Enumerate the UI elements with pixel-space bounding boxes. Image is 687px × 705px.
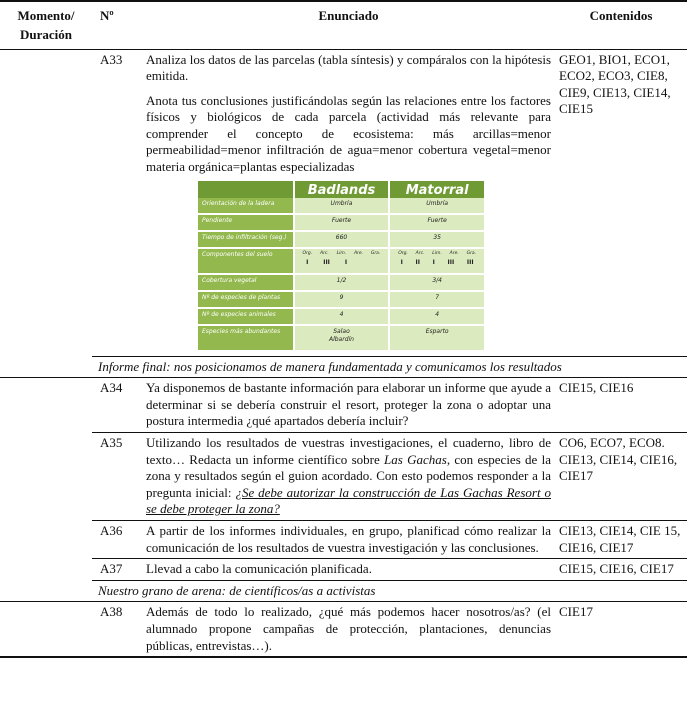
soil-tick: III (323, 258, 330, 266)
header-enunciado: Enunciado (318, 8, 379, 23)
synthesis-value: Umbría (294, 198, 390, 214)
synthesis-label: Componentes del suelo (198, 248, 294, 274)
synthesis-value: 4 (389, 308, 485, 325)
header-momento-text: Momento/ Duración (17, 8, 75, 42)
soil-matorral (389, 248, 485, 274)
section-row (0, 580, 687, 602)
activity-contenidos: CO6, ECO7, ECO8. CIE13, CIE14, CIE16, CIE17 (555, 433, 687, 521)
header-row (0, 1, 687, 49)
soil-tick: I (306, 258, 309, 266)
synthesis-label: Pendiente (198, 214, 294, 231)
activity-text: Ya disponemos de bastante información para elaborar un informe que ayude a determinar si se debería construir el resort, proteger la zona o adoptar una postura intermedia ¿qué apartados debería incluir? (142, 378, 555, 433)
soil-tick: II (415, 258, 420, 266)
section-row (0, 356, 687, 378)
table-row (0, 433, 687, 521)
activity-id: A38 (92, 602, 142, 657)
activity-paragraph: Analiza los datos de las parcelas (tabla síntesis) y compáralos con la hipótesis emitida. (146, 51, 551, 84)
synthesis-value: 660 (294, 231, 390, 248)
synthesis-corner (198, 181, 294, 198)
section-title: Nuestro grano de arena: de científicos/as a activistas (0, 580, 687, 602)
momento-cell (0, 378, 92, 433)
activity-text: Llevad a cabo la comunicación planificada. (142, 559, 555, 581)
activity-paragraph: Anota tus conclusiones justificándolas según las relaciones entre los factores físicos y biológicos de cada parcela (actividad más relevante para comprender el concepto de ecosistema: más arcillas=menor permeabilidad=menor infiltración de agua=menor cobertura vegetal=menor materia orgánica=plantas especializadas (146, 92, 551, 175)
momento-cell (0, 521, 92, 559)
soil-tick: I (400, 258, 403, 266)
table-row (0, 378, 687, 433)
soil-badlands (294, 248, 390, 274)
table-row (0, 49, 687, 356)
soil-fraction-label: Arc. (415, 250, 425, 256)
synthesis-label: Tiempo de infiltración (seg.) (198, 231, 294, 248)
synthesis-label: Orientación de la ladera (198, 198, 294, 214)
synthesis-table (198, 181, 486, 352)
momento-cell (0, 559, 92, 581)
activity-contenidos: CIE13, CIE14, CIE 15, CIE16, CIE17 (555, 521, 687, 559)
synthesis-value: Umbría (389, 198, 485, 214)
soil-tick: I (432, 258, 435, 266)
soil-tick: III (447, 258, 455, 266)
activity-id: A36 (92, 521, 142, 559)
synthesis-value: 1/2 (294, 274, 390, 291)
synthesis-col-badlands: Badlands (294, 181, 390, 198)
soil-fraction-label: Lim. (336, 250, 347, 256)
synthesis-value: 7 (389, 291, 485, 308)
activity-id: A33 (92, 49, 142, 356)
table-row (0, 602, 687, 657)
activity-id: A34 (92, 378, 142, 433)
soil-fraction-label: Org. (398, 250, 408, 256)
synthesis-label: Nº de especies de plantas (198, 291, 294, 308)
synthesis-value: Fuerte (294, 214, 390, 231)
synthesis-value: 3/4 (389, 274, 485, 291)
activity-text (142, 433, 555, 521)
soil-fraction-label: Are. (353, 250, 364, 256)
activity-text-part: Utilizando los resultados de vuestras investigaciones, el cuaderno, libro de texto… Redacta un informe científico sobre (146, 435, 551, 467)
soil-tick: III (466, 258, 474, 266)
activity-contenidos: CIE15, CIE16, CIE17 (555, 559, 687, 581)
synthesis-col-matorral: Matorral (389, 181, 485, 198)
momento-cell (0, 602, 92, 657)
table-row (0, 559, 687, 581)
header-n: Nº (100, 8, 114, 23)
activity-text-emphasis: Las Gachas (384, 451, 447, 467)
activity-id: A37 (92, 559, 142, 581)
initial-question: ¿Se debe autorizar la construcción de Las Gachas Resort o se debe proteger la zona? (146, 484, 551, 517)
momento-cell (0, 49, 92, 356)
activity-contenidos: CIE15, CIE16 (555, 378, 687, 433)
synthesis-value: Salao Albardín (294, 325, 390, 351)
activity-contenidos: CIE17 (555, 602, 687, 657)
activity-text: Además de todo lo realizado, ¿qué más podemos hacer nosotros/as? (el alumnado propone campañas de protección, plantaciones, denuncias públicas, entrevistas…). (142, 602, 555, 657)
soil-fraction-label: Org. (302, 250, 313, 256)
soil-fraction-label: Gra. (466, 250, 477, 256)
soil-fraction-label: Arc. (319, 250, 329, 256)
section-title: Informe final: nos posicionamos de manera fundamentada y comunicamos los resultados (0, 356, 687, 378)
activity-contenidos: GEO1, BIO1, ECO1, ECO2, ECO3, CIE8, CIE9, CIE13, CIE14, CIE15 (555, 49, 687, 356)
activity-text-part: , con especies de la zona y resultados según el guion acordado. Con esto podemos responder a la pregunta inicial: (146, 451, 552, 500)
header-contenidos: Contenidos (589, 8, 653, 23)
soil-fraction-label: Gra. (370, 250, 381, 256)
activity-id: A35 (92, 433, 142, 521)
synthesis-value: Fuerte (389, 214, 485, 231)
synthesis-label: Especies más abundantes (198, 325, 294, 351)
synthesis-value: Esparto (389, 325, 485, 351)
soil-fraction-label: Lim. (432, 250, 442, 256)
synthesis-value: 35 (389, 231, 485, 248)
activity-text (142, 49, 555, 356)
activity-text: A partir de los informes individuales, en grupo, planificad cómo realizar la comunicación de los resultados de vuestra investigación y las conclusiones. (142, 521, 555, 559)
momento-cell (0, 433, 92, 521)
synthesis-label: Nº de especies animales (198, 308, 294, 325)
synthesis-value: 4 (294, 308, 390, 325)
synthesis-value: 9 (294, 291, 390, 308)
table-row (0, 521, 687, 559)
synthesis-label: Cobertura vegetal (198, 274, 294, 291)
header-momento (0, 1, 92, 49)
soil-fraction-label: Are. (449, 250, 459, 256)
soil-tick: I (344, 258, 348, 266)
